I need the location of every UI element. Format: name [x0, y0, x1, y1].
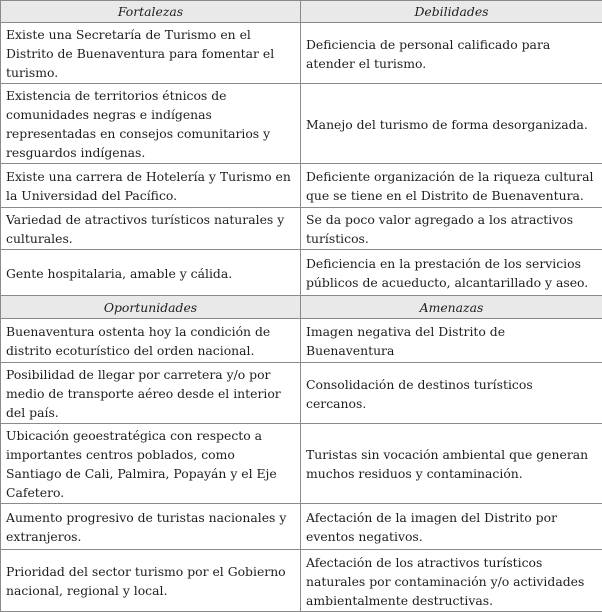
fortaleza-cell: Variedad de atractivos turísticos naturales y culturales. — [1, 208, 301, 250]
debilidad-cell: Deficiente organización de la riqueza cultural que se tiene en el Distrito de Buenaventura. — [301, 164, 602, 208]
debilidad-cell: Deficiencia de personal calificado para atender el turismo. — [301, 23, 602, 84]
amenaza-cell: Turistas sin vocación ambiental que generan muchos residuos y contaminación. — [301, 424, 602, 504]
oportunidad-cell: Aumento progresivo de turistas nacionales y extranjeros. — [1, 504, 301, 550]
oportunidad-cell: Ubicación geoestratégica con respecto a importantes centros poblados, como Santiago de Cali, Palmira, Popayán y el Eje Cafetero. — [1, 424, 301, 504]
fortaleza-cell: Existe una Secretaría de Turismo en el Distrito de Buenaventura para fomentar el turismo. — [1, 23, 301, 84]
oportunidad-cell: Prioridad del sector turismo por el Gobierno nacional, regional y local. — [1, 550, 301, 612]
debilidad-cell: Manejo del turismo de forma desorganizada. — [301, 84, 602, 164]
fortaleza-cell: Existencia de territorios étnicos de comunidades negras e indígenas representadas en consejos comunitarios y resguardos indígenas. — [1, 84, 301, 164]
table-row — [1, 164, 602, 208]
table-header-row — [1, 296, 602, 319]
table-row — [1, 319, 602, 363]
header-oportunidades: Oportunidades — [1, 296, 301, 319]
table-row — [1, 84, 602, 164]
header-debilidades: Debilidades — [301, 1, 602, 23]
table-row — [1, 208, 602, 250]
debilidad-cell: Deficiencia en la prestación de los servicios públicos de acueducto, alcantarillado y aseo. — [301, 250, 602, 296]
header-fortalezas: Fortalezas — [1, 1, 301, 23]
amenaza-cell: Afectación de los atractivos turísticos naturales por contaminación y/o actividades ambientalmente destructivas. — [301, 550, 602, 612]
amenaza-cell: Imagen negativa del Distrito de Buenaventura — [301, 319, 602, 363]
table-row — [1, 550, 602, 612]
oportunidad-cell: Posibilidad de llegar por carretera y/o por medio de transporte aéreo desde el interior del país. — [1, 363, 301, 424]
oportunidad-cell: Buenaventura ostenta hoy la condición de distrito ecoturístico del orden nacional. — [1, 319, 301, 363]
table-row — [1, 363, 602, 424]
table-row — [1, 250, 602, 296]
debilidad-cell: Se da poco valor agregado a los atractivos turísticos. — [301, 208, 602, 250]
header-amenazas: Amenazas — [301, 296, 602, 319]
table-header-row — [1, 1, 602, 23]
table-row — [1, 424, 602, 504]
amenaza-cell: Consolidación de destinos turísticos cercanos. — [301, 363, 602, 424]
table-row — [1, 504, 602, 550]
table-row — [1, 23, 602, 84]
fortaleza-cell: Existe una carrera de Hotelería y Turismo en la Universidad del Pacífico. — [1, 164, 301, 208]
fortaleza-cell: Gente hospitalaria, amable y cálida. — [1, 250, 301, 296]
amenaza-cell: Afectación de la imagen del Distrito por eventos negativos. — [301, 504, 602, 550]
